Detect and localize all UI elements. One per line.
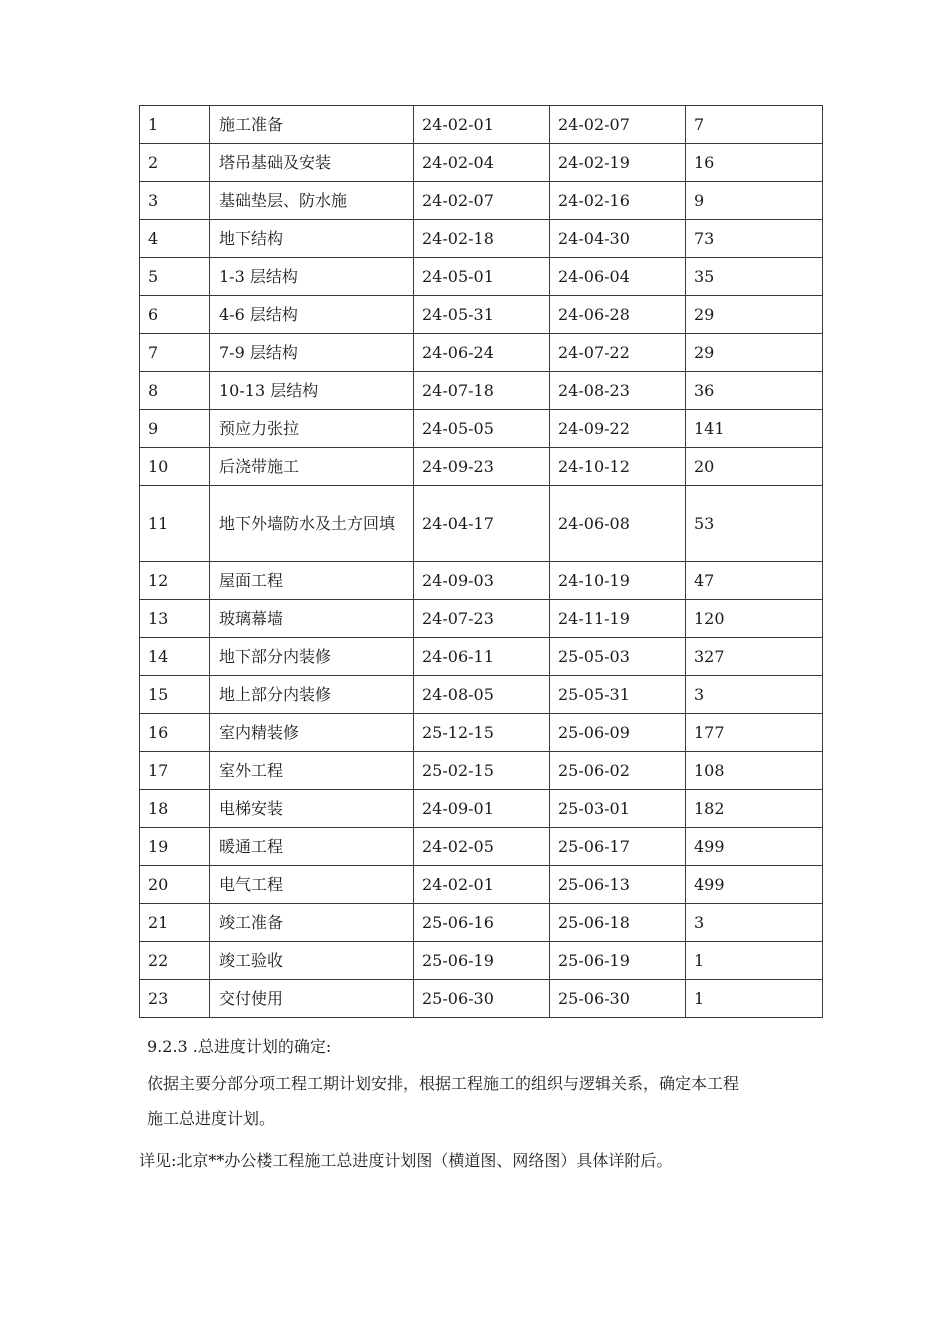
duration-cell: 1: [686, 980, 823, 1018]
end-date-cell: 24-02-19: [550, 144, 686, 182]
row-number-cell: 10: [140, 448, 210, 486]
end-date-cell: 24-07-22: [550, 334, 686, 372]
end-date-cell: 24-02-07: [550, 106, 686, 144]
task-name-cell: 室内精装修: [210, 714, 414, 752]
row-number-cell: 7: [140, 334, 210, 372]
end-date-cell: 24-11-19: [550, 600, 686, 638]
table-row: [140, 866, 823, 904]
table-row: [140, 638, 823, 676]
detail-reference: 详见:北京**办公楼工程施工总进度计划图（横道图、网络图）具体详附后。: [139, 1151, 673, 1170]
end-date-cell: 25-05-31: [550, 676, 686, 714]
task-name-cell: 地下外墙防水及土方回填: [210, 486, 414, 562]
table-row: [140, 676, 823, 714]
duration-cell: 141: [686, 410, 823, 448]
table-row: [140, 182, 823, 220]
duration-cell: 9: [686, 182, 823, 220]
row-number-cell: 19: [140, 828, 210, 866]
start-date-cell: 24-06-24: [414, 334, 550, 372]
task-name-cell: 电梯安装: [210, 790, 414, 828]
end-date-cell: 24-06-04: [550, 258, 686, 296]
row-number-cell: 14: [140, 638, 210, 676]
start-date-cell: 24-05-05: [414, 410, 550, 448]
duration-cell: 16: [686, 144, 823, 182]
duration-cell: 35: [686, 258, 823, 296]
task-name-cell: 10-13 层结构: [210, 372, 414, 410]
duration-cell: 36: [686, 372, 823, 410]
table-row: [140, 410, 823, 448]
row-number-cell: 9: [140, 410, 210, 448]
task-name-cell: 竣工验收: [210, 942, 414, 980]
start-date-cell: 24-02-01: [414, 106, 550, 144]
start-date-cell: 24-02-01: [414, 866, 550, 904]
row-number-cell: 18: [140, 790, 210, 828]
table-row: [140, 942, 823, 980]
start-date-cell: 24-02-18: [414, 220, 550, 258]
start-date-cell: 24-08-05: [414, 676, 550, 714]
end-date-cell: 25-06-19: [550, 942, 686, 980]
duration-cell: 120: [686, 600, 823, 638]
row-number-cell: 17: [140, 752, 210, 790]
table-row: [140, 600, 823, 638]
row-number-cell: 23: [140, 980, 210, 1018]
duration-cell: 29: [686, 334, 823, 372]
row-number-cell: 20: [140, 866, 210, 904]
table-row: [140, 258, 823, 296]
paragraph-line-1: 依据主要分部分项工程工期计划安排，根据工程施工的组织与逻辑关系，确定本工程: [147, 1074, 740, 1093]
end-date-cell: 25-06-17: [550, 828, 686, 866]
end-date-cell: 25-05-03: [550, 638, 686, 676]
row-number-cell: 4: [140, 220, 210, 258]
duration-cell: 73: [686, 220, 823, 258]
row-number-cell: 22: [140, 942, 210, 980]
start-date-cell: 25-02-15: [414, 752, 550, 790]
end-date-cell: 24-10-19: [550, 562, 686, 600]
duration-cell: 177: [686, 714, 823, 752]
task-name-cell: 竣工准备: [210, 904, 414, 942]
end-date-cell: 25-06-18: [550, 904, 686, 942]
start-date-cell: 24-09-03: [414, 562, 550, 600]
end-date-cell: 24-08-23: [550, 372, 686, 410]
end-date-cell: 24-10-12: [550, 448, 686, 486]
duration-cell: 7: [686, 106, 823, 144]
start-date-cell: 24-06-11: [414, 638, 550, 676]
end-date-cell: 24-09-22: [550, 410, 686, 448]
start-date-cell: 25-12-15: [414, 714, 550, 752]
task-name-cell: 电气工程: [210, 866, 414, 904]
task-name-cell: 预应力张拉: [210, 410, 414, 448]
table-row: [140, 790, 823, 828]
table-row: [140, 828, 823, 866]
end-date-cell: 24-02-16: [550, 182, 686, 220]
task-name-cell: 4-6 层结构: [210, 296, 414, 334]
start-date-cell: 24-05-31: [414, 296, 550, 334]
start-date-cell: 24-09-23: [414, 448, 550, 486]
duration-cell: 499: [686, 866, 823, 904]
end-date-cell: 25-06-30: [550, 980, 686, 1018]
start-date-cell: 25-06-30: [414, 980, 550, 1018]
duration-cell: 53: [686, 486, 823, 562]
end-date-cell: 24-06-08: [550, 486, 686, 562]
table-row: [140, 904, 823, 942]
table-row: [140, 220, 823, 258]
task-name-cell: 7-9 层结构: [210, 334, 414, 372]
paragraph-line-2: 施工总进度计划。: [147, 1109, 276, 1128]
task-name-cell: 地下部分内装修: [210, 638, 414, 676]
task-name-cell: 塔吊基础及安装: [210, 144, 414, 182]
row-number-cell: 16: [140, 714, 210, 752]
task-name-cell: 玻璃幕墙: [210, 600, 414, 638]
row-number-cell: 3: [140, 182, 210, 220]
row-number-cell: 11: [140, 486, 210, 562]
row-number-cell: 2: [140, 144, 210, 182]
task-name-cell: 地下结构: [210, 220, 414, 258]
start-date-cell: 24-04-17: [414, 486, 550, 562]
table-row: [140, 980, 823, 1018]
row-number-cell: 21: [140, 904, 210, 942]
start-date-cell: 24-07-23: [414, 600, 550, 638]
task-name-cell: 地上部分内装修: [210, 676, 414, 714]
start-date-cell: 24-09-01: [414, 790, 550, 828]
row-number-cell: 5: [140, 258, 210, 296]
section-heading: 9.2.3 .总进度计划的确定:: [147, 1037, 332, 1056]
end-date-cell: 25-06-02: [550, 752, 686, 790]
row-number-cell: 6: [140, 296, 210, 334]
duration-cell: 327: [686, 638, 823, 676]
task-name-cell: 基础垫层、防水施: [210, 182, 414, 220]
task-name-cell: 1-3 层结构: [210, 258, 414, 296]
table-row: [140, 486, 823, 562]
task-name-cell: 后浇带施工: [210, 448, 414, 486]
start-date-cell: 25-06-16: [414, 904, 550, 942]
task-name-cell: 暖通工程: [210, 828, 414, 866]
duration-cell: 182: [686, 790, 823, 828]
row-number-cell: 15: [140, 676, 210, 714]
duration-cell: 1: [686, 942, 823, 980]
schedule-table-body: [140, 106, 823, 1018]
table-row: [140, 372, 823, 410]
start-date-cell: 24-05-01: [414, 258, 550, 296]
table-row: [140, 296, 823, 334]
table-row: [140, 752, 823, 790]
table-row: [140, 448, 823, 486]
task-name-cell: 交付使用: [210, 980, 414, 1018]
table-row: [140, 144, 823, 182]
table-row: [140, 562, 823, 600]
start-date-cell: 24-02-04: [414, 144, 550, 182]
task-name-cell: 屋面工程: [210, 562, 414, 600]
start-date-cell: 24-02-05: [414, 828, 550, 866]
end-date-cell: 25-03-01: [550, 790, 686, 828]
duration-cell: 3: [686, 904, 823, 942]
end-date-cell: 24-04-30: [550, 220, 686, 258]
row-number-cell: 12: [140, 562, 210, 600]
start-date-cell: 24-02-07: [414, 182, 550, 220]
row-number-cell: 8: [140, 372, 210, 410]
table-row: [140, 714, 823, 752]
start-date-cell: 24-07-18: [414, 372, 550, 410]
duration-cell: 108: [686, 752, 823, 790]
end-date-cell: 25-06-13: [550, 866, 686, 904]
row-number-cell: 13: [140, 600, 210, 638]
end-date-cell: 25-06-09: [550, 714, 686, 752]
task-name-cell: 施工准备: [210, 106, 414, 144]
duration-cell: 499: [686, 828, 823, 866]
start-date-cell: 25-06-19: [414, 942, 550, 980]
row-number-cell: 1: [140, 106, 210, 144]
duration-cell: 47: [686, 562, 823, 600]
end-date-cell: 24-06-28: [550, 296, 686, 334]
duration-cell: 20: [686, 448, 823, 486]
task-name-cell: 室外工程: [210, 752, 414, 790]
duration-cell: 3: [686, 676, 823, 714]
table-row: [140, 106, 823, 144]
schedule-table: [139, 105, 823, 1018]
table-row: [140, 334, 823, 372]
duration-cell: 29: [686, 296, 823, 334]
